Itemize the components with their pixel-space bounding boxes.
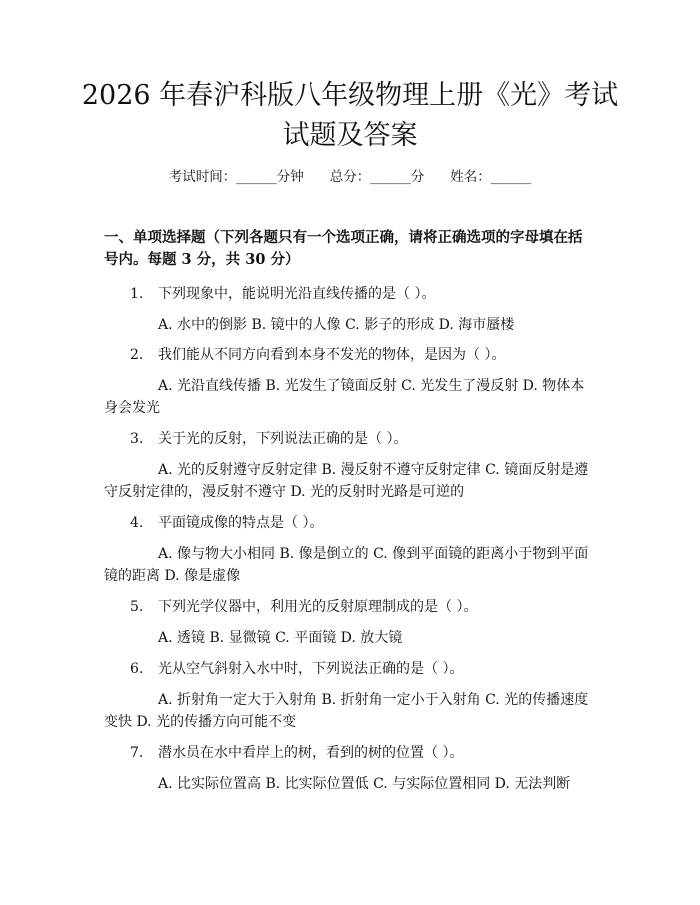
question-text: 光从空气斜射入水中时，下列说法正确的是（ ）。 bbox=[158, 661, 464, 677]
exam-time-label: 考试时间：______分钟 bbox=[168, 169, 304, 185]
question-options: A. 光的反射遵守反射定律 B. 漫反射不遵守反射定律 C. 镜面反射是遵守反射定律的，漫反射不遵守 D. 光的反射时光路是可逆的 bbox=[104, 462, 589, 500]
section-heading: 一、单项选择题（下列各题只有一个选项正确，请将正确选项的字母填在括号内。每题 3 分，共 30 分） bbox=[104, 229, 583, 268]
question-number: 4. bbox=[130, 515, 144, 531]
question-text: 下列光学仪器中，利用光的反射原理制成的是（ ）。 bbox=[158, 599, 478, 615]
question-number: 1. bbox=[130, 286, 144, 302]
question-number: 5. bbox=[130, 599, 144, 615]
total-score-label: 总分：______分 bbox=[329, 169, 425, 185]
question-number: 6. bbox=[130, 661, 144, 677]
question-text: 平面镜成像的特点是（ ）。 bbox=[158, 515, 324, 531]
document-title: 2026 年春沪科版八年级物理上册《光》考试试题及答案 bbox=[81, 80, 619, 151]
question-text: 关于光的反射，下列说法正确的是（ ）。 bbox=[158, 431, 408, 447]
question-text: 我们能从不同方向看到本身不发光的物体，是因为（ ）。 bbox=[158, 347, 506, 363]
question-options: A. 光沿直线传播 B. 光发生了镜面反射 C. 光发生了漫反射 D. 物体本身会发光 bbox=[104, 378, 585, 416]
question-text: 下列现象中，能说明光沿直线传播的是（ ）。 bbox=[158, 286, 436, 302]
question-options: A. 水中的倒影 B. 镜中的人像 C. 影子的形成 D. 海市蜃楼 bbox=[158, 317, 515, 333]
question-options: A. 透镜 B. 显微镜 C. 平面镜 D. 放大镜 bbox=[158, 630, 403, 646]
question-options: A. 比实际位置高 B. 比实际位置低 C. 与实际位置相同 D. 无法判断 bbox=[158, 776, 571, 792]
question-options: A. 折射角一定大于入射角 B. 折射角一定小于入射角 C. 光的传播速度变快 D. 光的传播方向可能不变 bbox=[104, 692, 589, 730]
question-number: 7. bbox=[130, 745, 144, 761]
question-text: 潜水员在水中看岸上的树，看到的树的位置（ ）。 bbox=[158, 745, 464, 761]
student-name-label: 姓名：______ bbox=[450, 169, 532, 185]
question-options: A. 像与物大小相同 B. 像是倒立的 C. 像到平面镜的距离小于物到平面镜的距离 D. 像是虚像 bbox=[104, 546, 589, 584]
question-number: 2. bbox=[130, 347, 144, 363]
question-number: 3. bbox=[130, 431, 144, 447]
exam-meta bbox=[0, 166, 700, 188]
